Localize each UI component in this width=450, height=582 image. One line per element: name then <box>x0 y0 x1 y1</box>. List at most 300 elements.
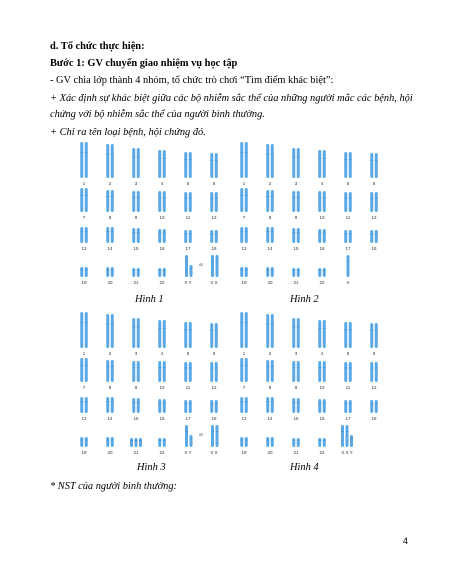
chromosome-pair-8 <box>106 190 109 212</box>
chromosome-number-label: 10 <box>159 215 165 220</box>
chromosome-pair-19 <box>240 437 243 447</box>
chromosome-pair-17 <box>344 400 347 413</box>
page-number: 4 <box>402 536 408 546</box>
chromosome-number-label: 17 <box>185 416 191 421</box>
chromosome-pair-19 <box>245 267 248 277</box>
chromosome-pair-9 <box>137 191 140 212</box>
step-title: Bước 1: GV chuyển giao nhiệm vụ học tập <box>50 58 238 69</box>
note-line: * NST của người bình thường: <box>50 481 178 492</box>
sex-chromosome-x <box>211 425 214 447</box>
chromosome-pair-4 <box>158 320 161 348</box>
chromosome-number-label: 6 <box>212 351 216 356</box>
chromosome-pair-4 <box>158 150 161 178</box>
chromosome-number-label: 1 <box>242 181 246 186</box>
chromosome-pair-21 <box>297 268 300 277</box>
paragraph-line: chứng với bộ nhiễm sắc thể của người bình thường. <box>50 109 265 120</box>
chromosome-pair-11 <box>189 362 192 382</box>
chromosome-number-label: 21 <box>133 450 139 455</box>
chromosome-pair-6 <box>210 153 213 178</box>
chromosome-pair-8 <box>266 190 269 212</box>
chromosome-pair-3 <box>137 318 140 348</box>
chromosome-pair-11 <box>344 362 347 382</box>
chromosome-number-label: 11 <box>185 385 191 390</box>
chromosome-pair-17 <box>189 230 192 243</box>
chromosome-pair-7 <box>245 188 248 212</box>
chromosome-number-label: 19 <box>241 280 247 285</box>
chromosome-number-label: 5 <box>186 181 190 186</box>
chromosome-number-label: 15 <box>133 246 139 251</box>
chromosome-pair-3 <box>132 148 135 178</box>
chromosome-number-label: 20 <box>107 450 113 455</box>
chromosome-number-label: 6 <box>372 351 376 356</box>
chromosome-pair-21 <box>139 438 142 447</box>
chromosome-pair-15 <box>292 228 295 243</box>
chromosome-pair-6 <box>375 323 378 348</box>
chromosome-pair-18 <box>370 400 373 413</box>
chromosome-pair-16 <box>323 399 326 413</box>
chromosome-pair-5 <box>349 152 352 178</box>
chromosome-number-label: 13 <box>81 246 87 251</box>
chromosome-number-label: 17 <box>345 416 351 421</box>
chromosome-number-label: 11 <box>185 215 191 220</box>
chromosome-number-label: 18 <box>211 246 217 251</box>
chromosome-number-label: 13 <box>81 416 87 421</box>
chromosome-pair-20 <box>106 437 109 447</box>
chromosome-pair-18 <box>375 230 378 243</box>
chromosome-number-label: 18 <box>371 246 377 251</box>
chromosome-pair-13 <box>80 227 83 243</box>
chromosome-pair-21 <box>130 438 133 447</box>
chromosome-number-label: 4 <box>320 351 324 356</box>
chromosome-pair-21 <box>292 268 295 277</box>
chromosome-pair-1 <box>85 142 88 178</box>
chromosome-pair-16 <box>318 399 321 413</box>
chromosome-pair-6 <box>370 153 373 178</box>
chromosome-pair-20 <box>266 267 269 277</box>
chromosome-pair-10 <box>323 191 326 212</box>
chromosome-number-label: 1 <box>242 351 246 356</box>
chromosome-number-label: 7 <box>242 385 246 390</box>
paragraph-line: + Chỉ ra tên loại bệnh, hội chứng đó. <box>50 127 206 138</box>
chromosome-pair-8 <box>271 190 274 212</box>
chromosome-pair-22 <box>323 438 326 447</box>
figure-caption: Hình 4 <box>290 462 319 473</box>
sex-chromosome-x <box>216 255 219 277</box>
chromosome-number-label: 22 <box>159 450 165 455</box>
chromosome-pair-15 <box>297 398 300 413</box>
chromosome-pair-10 <box>163 361 166 382</box>
chromosome-pair-4 <box>318 320 321 348</box>
chromosome-pair-14 <box>106 227 109 243</box>
chromosome-pair-10 <box>163 191 166 212</box>
chromosome-pair-22 <box>163 438 166 447</box>
chromosome-pair-2 <box>111 144 114 178</box>
chromosome-pair-19 <box>80 267 83 277</box>
chromosome-pair-7 <box>80 358 83 382</box>
chromosome-number-label: 14 <box>107 416 113 421</box>
chromosome-pair-8 <box>271 360 274 382</box>
chromosome-pair-5 <box>184 152 187 178</box>
chromosome-pair-8 <box>266 360 269 382</box>
chromosome-number-label: 5 <box>346 351 350 356</box>
chromosome-pair-18 <box>210 400 213 413</box>
chromosome-number-label: 9 <box>294 385 298 390</box>
chromosome-pair-20 <box>111 267 114 277</box>
chromosome-pair-14 <box>266 397 269 413</box>
chromosome-pair-11 <box>349 192 352 212</box>
chromosome-pair-14 <box>271 397 274 413</box>
chromosome-pair-20 <box>106 267 109 277</box>
chromosome-number-label: 20 <box>267 450 273 455</box>
chromosome-pair-6 <box>215 153 218 178</box>
chromosome-number-label: 15 <box>293 416 299 421</box>
chromosome-pair-9 <box>297 361 300 382</box>
sex-chromosome-x <box>346 425 349 447</box>
chromosome-number-label: 4 <box>160 351 164 356</box>
chromosome-pair-2 <box>106 314 109 348</box>
chromosome-pair-4 <box>323 320 326 348</box>
chromosome-pair-4 <box>163 320 166 348</box>
chromosome-pair-11 <box>344 192 347 212</box>
chromosome-number-label: 9 <box>134 215 138 220</box>
karyotype-figure-2 <box>235 140 385 288</box>
chromosome-number-label: 9 <box>134 385 138 390</box>
chromosome-pair-3 <box>137 148 140 178</box>
chromosome-number-label: 13 <box>241 246 247 251</box>
chromosome-pair-19 <box>85 437 88 447</box>
chromosome-number-label: 5 <box>186 351 190 356</box>
chromosome-pair-13 <box>85 227 88 243</box>
chromosome-number-label: 3 <box>134 181 138 186</box>
chromosome-pair-12 <box>215 362 218 382</box>
chromosome-number-label: 13 <box>241 416 247 421</box>
chromosome-number-label: 6 <box>372 181 376 186</box>
chromosome-number-label: 14 <box>267 416 273 421</box>
sex-chromosome-x <box>216 425 219 447</box>
chromosome-pair-20 <box>271 437 274 447</box>
chromosome-pair-16 <box>163 399 166 413</box>
chromosome-pair-4 <box>323 150 326 178</box>
chromosome-number-label: 17 <box>345 246 351 251</box>
sex-chromosome-y <box>190 435 193 447</box>
chromosome-pair-2 <box>271 314 274 348</box>
chromosome-pair-22 <box>318 438 321 447</box>
chromosome-number-label: 15 <box>293 246 299 251</box>
chromosome-pair-22 <box>158 268 161 277</box>
chromosome-pair-11 <box>184 192 187 212</box>
chromosome-pair-10 <box>318 191 321 212</box>
chromosome-number-label: 1 <box>82 351 86 356</box>
chromosome-pair-13 <box>240 397 243 413</box>
chromosome-number-label: 16 <box>319 416 325 421</box>
chromosome-pair-1 <box>245 142 248 178</box>
chromosome-pair-4 <box>318 150 321 178</box>
chromosome-pair-16 <box>158 229 161 243</box>
chromosome-number-label: 14 <box>107 246 113 251</box>
sex-chromosome-label: X X <box>210 280 218 285</box>
chromosome-number-label: 18 <box>371 416 377 421</box>
chromosome-number-label: 3 <box>294 181 298 186</box>
chromosome-pair-8 <box>111 360 114 382</box>
figure-caption: Hình 2 <box>290 294 319 305</box>
chromosome-pair-17 <box>189 400 192 413</box>
chromosome-pair-2 <box>266 314 269 348</box>
chromosome-pair-19 <box>245 437 248 447</box>
figure-caption: Hình 3 <box>137 462 166 473</box>
chromosome-pair-7 <box>240 188 243 212</box>
chromosome-pair-1 <box>80 312 83 348</box>
chromosome-pair-21 <box>137 268 140 277</box>
chromosome-pair-7 <box>85 188 88 212</box>
chromosome-pair-1 <box>245 312 248 348</box>
chromosome-pair-18 <box>210 230 213 243</box>
chromosome-pair-5 <box>344 322 347 348</box>
chromosome-number-label: 21 <box>293 280 299 285</box>
chromosome-number-label: 2 <box>108 181 112 186</box>
chromosome-pair-12 <box>210 362 213 382</box>
chromosome-pair-12 <box>215 192 218 212</box>
chromosome-number-label: 18 <box>211 416 217 421</box>
chromosome-pair-18 <box>375 400 378 413</box>
chromosome-pair-13 <box>245 227 248 243</box>
chromosome-pair-2 <box>266 144 269 178</box>
chromosome-number-label: 8 <box>268 215 272 220</box>
chromosome-pair-11 <box>184 362 187 382</box>
chromosome-pair-22 <box>323 268 326 277</box>
chromosome-number-label: 5 <box>346 181 350 186</box>
chromosome-pair-18 <box>215 230 218 243</box>
chromosome-pair-12 <box>375 362 378 382</box>
chromosome-number-label: 12 <box>371 385 377 390</box>
chromosome-pair-22 <box>318 268 321 277</box>
chromosome-pair-3 <box>292 318 295 348</box>
chromosome-pair-15 <box>132 398 135 413</box>
chromosome-pair-21 <box>292 438 295 447</box>
chromosome-pair-6 <box>375 153 378 178</box>
chromosome-number-label: 20 <box>267 280 273 285</box>
sex-chromosome-label: X Y <box>184 450 192 455</box>
chromosome-number-label: 9 <box>294 215 298 220</box>
chromosome-pair-19 <box>80 437 83 447</box>
chromosome-number-label: 8 <box>268 385 272 390</box>
chromosome-pair-13 <box>80 397 83 413</box>
chromosome-pair-4 <box>163 150 166 178</box>
chromosome-pair-17 <box>349 400 352 413</box>
sex-chromosome-y <box>350 435 353 447</box>
chromosome-pair-2 <box>271 144 274 178</box>
or-label: or <box>198 262 204 267</box>
chromosome-pair-5 <box>349 322 352 348</box>
chromosome-pair-1 <box>80 142 83 178</box>
chromosome-number-label: 16 <box>159 416 165 421</box>
chromosome-pair-3 <box>132 318 135 348</box>
chromosome-number-label: 8 <box>108 215 112 220</box>
chromosome-pair-14 <box>266 227 269 243</box>
sex-chromosome-x <box>341 425 344 447</box>
sex-chromosome-x <box>185 425 188 447</box>
chromosome-pair-11 <box>189 192 192 212</box>
paragraph-line: - GV chia lớp thành 4 nhóm, tổ chức trò chơi “Tìm điểm khác biệt”: <box>50 75 334 86</box>
chromosome-number-label: 10 <box>319 385 325 390</box>
chromosome-number-label: 19 <box>81 280 87 285</box>
chromosome-number-label: 14 <box>267 246 273 251</box>
chromosome-pair-9 <box>137 361 140 382</box>
chromosome-pair-6 <box>370 323 373 348</box>
karyotype-figure-1 <box>75 140 225 288</box>
chromosome-pair-5 <box>189 152 192 178</box>
chromosome-pair-7 <box>85 358 88 382</box>
chromosome-pair-15 <box>132 228 135 243</box>
chromosome-number-label: 10 <box>319 215 325 220</box>
chromosome-number-label: 7 <box>82 215 86 220</box>
chromosome-pair-9 <box>292 191 295 212</box>
chromosome-pair-3 <box>297 318 300 348</box>
chromosome-number-label: 12 <box>211 385 217 390</box>
chromosome-number-label: 15 <box>133 416 139 421</box>
chromosome-pair-5 <box>344 152 347 178</box>
chromosome-pair-12 <box>210 192 213 212</box>
chromosome-pair-14 <box>106 397 109 413</box>
chromosome-pair-3 <box>297 148 300 178</box>
chromosome-pair-13 <box>245 397 248 413</box>
chromosome-pair-3 <box>292 148 295 178</box>
sex-chromosome-label: X <box>346 280 350 285</box>
chromosome-pair-13 <box>85 397 88 413</box>
chromosome-pair-18 <box>370 230 373 243</box>
chromosome-pair-17 <box>184 230 187 243</box>
chromosome-pair-1 <box>240 312 243 348</box>
chromosome-number-label: 19 <box>81 450 87 455</box>
chromosome-pair-15 <box>297 228 300 243</box>
chromosome-pair-15 <box>292 398 295 413</box>
chromosome-pair-21 <box>297 438 300 447</box>
karyotype-figure-3 <box>75 310 225 458</box>
chromosome-pair-21 <box>135 438 138 447</box>
chromosome-pair-17 <box>344 230 347 243</box>
chromosome-pair-7 <box>80 188 83 212</box>
chromosome-number-label: 3 <box>134 351 138 356</box>
karyotype-figure-4 <box>235 310 385 458</box>
chromosome-number-label: 2 <box>268 351 272 356</box>
chromosome-pair-13 <box>240 227 243 243</box>
chromosome-number-label: 6 <box>212 181 216 186</box>
chromosome-number-label: 22 <box>319 280 325 285</box>
chromosome-pair-14 <box>111 397 114 413</box>
or-label: or <box>198 432 204 437</box>
chromosome-pair-22 <box>158 438 161 447</box>
sex-chromosome-label: X Y <box>184 280 192 285</box>
chromosome-number-label: 7 <box>242 215 246 220</box>
chromosome-pair-7 <box>245 358 248 382</box>
sex-chromosome-y <box>190 265 193 277</box>
chromosome-pair-9 <box>297 191 300 212</box>
chromosome-number-label: 12 <box>371 215 377 220</box>
chromosome-pair-10 <box>158 191 161 212</box>
chromosome-pair-20 <box>111 437 114 447</box>
chromosome-pair-10 <box>158 361 161 382</box>
chromosome-pair-2 <box>106 144 109 178</box>
chromosome-pair-16 <box>158 399 161 413</box>
chromosome-pair-16 <box>318 229 321 243</box>
chromosome-pair-17 <box>349 230 352 243</box>
chromosome-number-label: 12 <box>211 215 217 220</box>
chromosome-number-label: 2 <box>268 181 272 186</box>
chromosome-number-label: 20 <box>107 280 113 285</box>
chromosome-number-label: 11 <box>345 215 351 220</box>
chromosome-pair-5 <box>184 322 187 348</box>
chromosome-number-label: 16 <box>319 246 325 251</box>
chromosome-number-label: 2 <box>108 351 112 356</box>
paragraph-line: + Xác định sự khác biệt giữa các bộ nhiễm sắc thể của những người mắc các bệnh, hội <box>50 93 413 104</box>
chromosome-pair-18 <box>215 400 218 413</box>
chromosome-pair-20 <box>271 267 274 277</box>
chromosome-pair-9 <box>132 361 135 382</box>
chromosome-number-label: 1 <box>82 181 86 186</box>
chromosome-pair-8 <box>106 360 109 382</box>
chromosome-pair-10 <box>323 361 326 382</box>
chromosome-pair-12 <box>370 362 373 382</box>
chromosome-pair-6 <box>210 323 213 348</box>
sex-chromosome-label: X X Y <box>341 450 353 455</box>
chromosome-pair-12 <box>370 192 373 212</box>
chromosome-pair-16 <box>323 229 326 243</box>
chromosome-number-label: 10 <box>159 385 165 390</box>
chromosome-pair-14 <box>111 227 114 243</box>
chromosome-pair-20 <box>266 437 269 447</box>
chromosome-pair-16 <box>163 229 166 243</box>
chromosome-pair-17 <box>184 400 187 413</box>
chromosome-number-label: 3 <box>294 351 298 356</box>
chromosome-pair-21 <box>132 268 135 277</box>
chromosome-pair-11 <box>349 362 352 382</box>
sex-chromosome-x <box>347 255 350 277</box>
chromosome-number-label: 4 <box>160 181 164 186</box>
chromosome-pair-6 <box>215 323 218 348</box>
chromosome-pair-2 <box>111 314 114 348</box>
sex-chromosome-x <box>211 255 214 277</box>
chromosome-pair-8 <box>111 190 114 212</box>
chromosome-pair-10 <box>318 361 321 382</box>
figure-caption: Hình 1 <box>135 294 164 305</box>
chromosome-number-label: 8 <box>108 385 112 390</box>
chromosome-number-label: 11 <box>345 385 351 390</box>
section-heading: d. Tổ chức thực hiện: <box>50 41 145 52</box>
chromosome-pair-7 <box>240 358 243 382</box>
chromosome-pair-9 <box>132 191 135 212</box>
chromosome-number-label: 22 <box>159 280 165 285</box>
chromosome-pair-9 <box>292 361 295 382</box>
chromosome-pair-15 <box>137 228 140 243</box>
chromosome-pair-19 <box>85 267 88 277</box>
chromosome-number-label: 19 <box>241 450 247 455</box>
chromosome-number-label: 7 <box>82 385 86 390</box>
chromosome-pair-5 <box>189 322 192 348</box>
chromosome-pair-1 <box>240 142 243 178</box>
chromosome-pair-19 <box>240 267 243 277</box>
sex-chromosome-label: X X <box>210 450 218 455</box>
chromosome-pair-12 <box>375 192 378 212</box>
chromosome-number-label: 21 <box>133 280 139 285</box>
chromosome-number-label: 16 <box>159 246 165 251</box>
chromosome-pair-1 <box>85 312 88 348</box>
sex-chromosome-x <box>185 255 188 277</box>
chromosome-pair-15 <box>137 398 140 413</box>
chromosome-number-label: 17 <box>185 246 191 251</box>
chromosome-number-label: 22 <box>319 450 325 455</box>
chromosome-pair-22 <box>163 268 166 277</box>
chromosome-pair-14 <box>271 227 274 243</box>
chromosome-number-label: 4 <box>320 181 324 186</box>
